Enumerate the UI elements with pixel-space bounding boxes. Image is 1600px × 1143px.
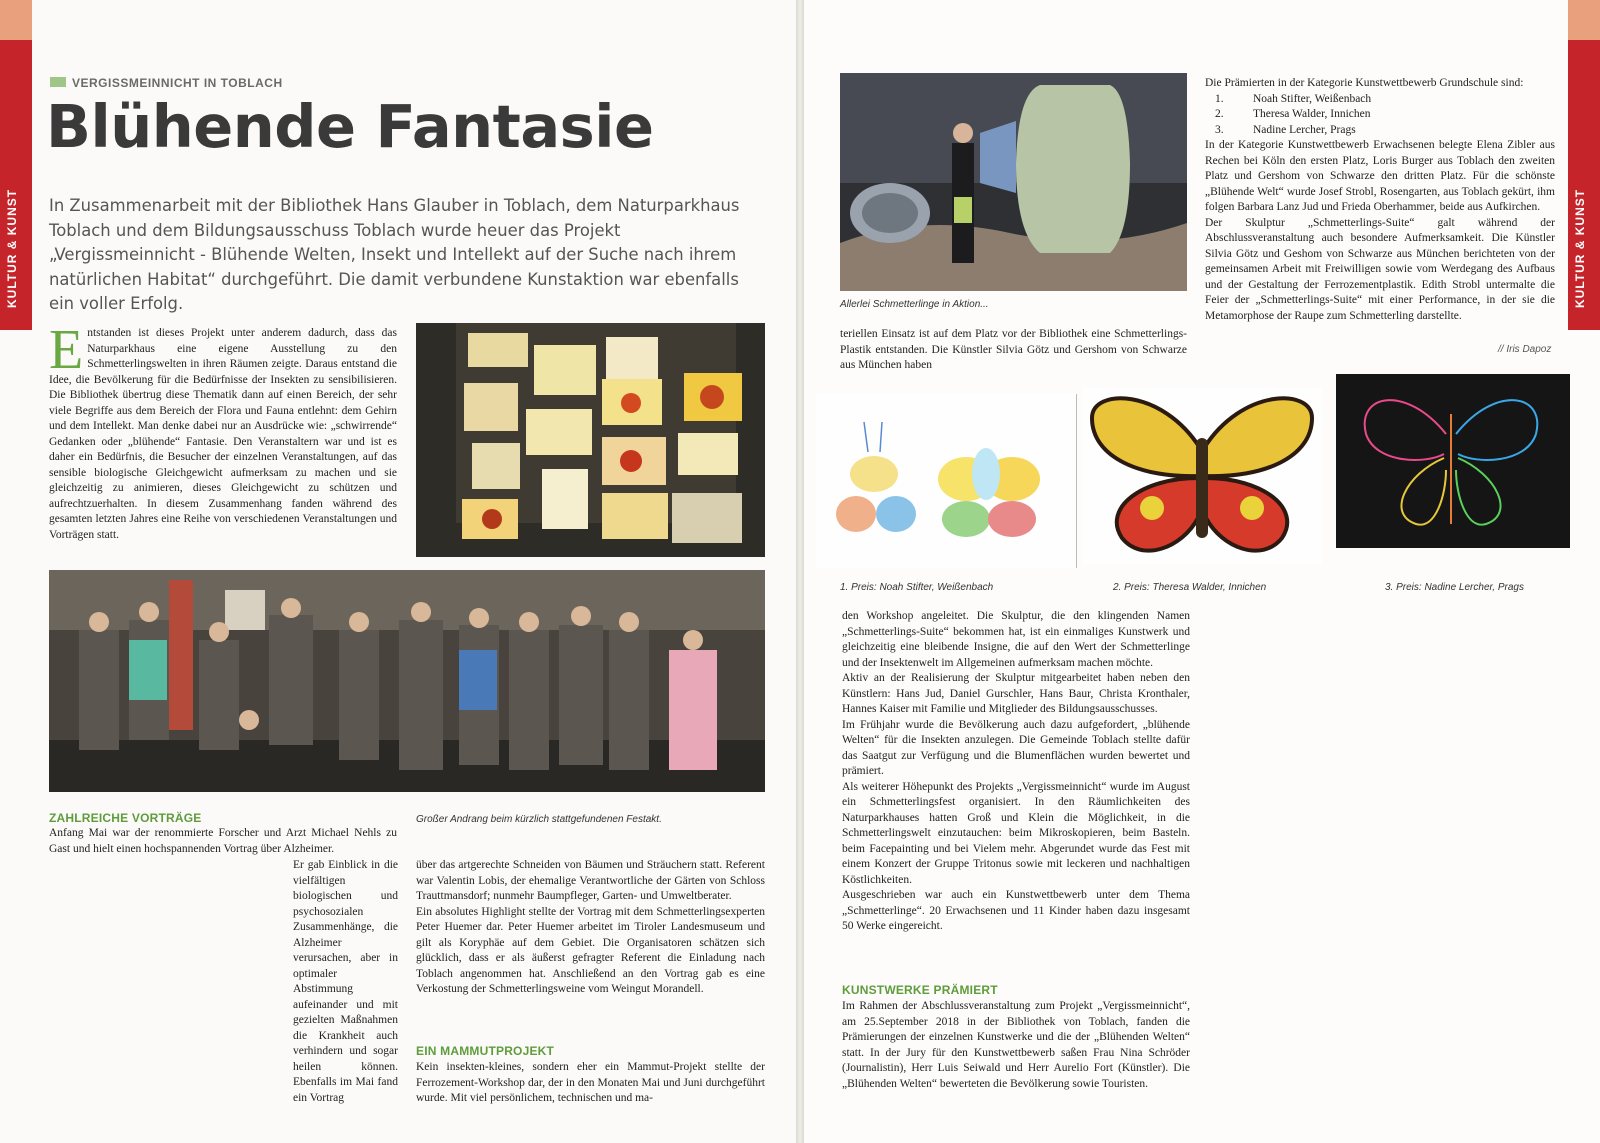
winners-column — [1205, 76, 1555, 324]
intro-column — [49, 319, 397, 543]
section-tab-right — [1568, 0, 1600, 330]
article-title: Blühende Fantasie — [46, 92, 654, 161]
author-credit: // Iris Dapoz — [1498, 344, 1552, 355]
drawing-first-prize — [816, 394, 1077, 568]
prize-caption-1: 1. Preis: Noah Stifter, Weißenbach — [840, 582, 994, 593]
exhibition-photo — [416, 323, 765, 557]
lectures-intro-text: Anfang Mai war der renommierte Forscher und Arzt Michael Nehls zu Gast und hielt einen hochspannenden Vortrag über Alzheimer. — [49, 827, 397, 855]
page-spine — [796, 0, 804, 1143]
kicker-square-icon — [50, 77, 66, 87]
middle-column — [416, 858, 765, 998]
narrow-column-text: Er gab Einblick in die vielfältigen biologischen und psychosozialen Zusammenhänge, die Alzheimer verursachen, aber in optimaler Abstimmung aufeinander und mit gezielten Maßnahmen die Krankheit auch verhindern und sogar heilen können. Ebenfalls im Mai fand ein Vortrag — [293, 859, 398, 1104]
lower-paragraph: Aktiv an der Realisierung der Skulptur mitgearbeitet haben neben den Künstlern: Hans Jud, Daniel Gurschler, Hans Baur, Christa Kronthaler, Hannes Kaiser mit Familie und Mitglieder des Bildungsausschusses. — [842, 672, 1190, 715]
intro-text: ntstanden ist dieses Projekt unter anderem dadurch, dass das Naturparkhaus eine eigene Ausstellung zu den Schmetterlingswelten in ihren Räumen zeigte. Daraus entstand die Idee, die Bevölkerung für die Bedürfnisse der Insekten zu sensibilisieren. Die Bibliothek übertrug diese Thematik dann auf einen Bereich, der sehr viele Begriffe aus dem Bereich der Flora und Fauna entlehnt: dem Gehirn und dem Intellekt. Man denke dabei nur an Ausdrücke wie: „schwirrende“ Gedanken oder „blühende“ Fantasie. Den Veranstaltern war und ist es daher ein Bedürfnis, die Besucher der einzelnen Veranstaltungen, auf das sensible biologische Gleichgewicht aufmerksam zu machen und sie gleichzeitig zu animieren, dieses Gleichgewicht zu schützen und aufrechtzuerhalten. In diesem Zusammenhang fanden während des gesamten letzten Jahres eine Reihe von verschiedenen Veranstaltungen und Vorträgen statt. — [49, 327, 397, 541]
drawing-third-prize — [1336, 374, 1570, 548]
kicker-text: VERGISSMEINNICHT IN TOBLACH — [72, 76, 283, 90]
lower-paragraph: den Workshop angeleitet. Die Skulptur, die den klingenden Namen „Schmetterlings-Suite“ bekommen hat, ist ein einmaliges Kunstwerk und gleichzeitig eine bleibende Insigne, die auf den Wert der Schmetterlinge und der Insektenwelt im Allgemeinen aufmerksam machen möchte. — [842, 610, 1190, 669]
section-kicker — [50, 76, 283, 90]
lower-paragraph: Als weiterer Höhepunkt des Projekts „Vergissmeinnicht“ wurde im August ein Schmetterlingsfest organisiert. In den Räumlichkeiten des Naturparkhauses hatten Groß und Klein die Möglichkeit, in die Schmetterlingswelt einzutauchen: beim Mikroskopieren, beim Basteln. beim Facepainting und bei Vielem mehr. Abgerundet wurde das Fest mit einem Konzert der Gruppe Tritonus sowie mit leckeren und nachhaltigen Köstlichkeiten. — [842, 780, 1190, 886]
drawing-second-prize — [1082, 388, 1322, 564]
section-tab-label: KULTUR & KUNST — [1573, 188, 1587, 308]
crowd-photo-caption: Großer Andrang beim kürzlich stattgefundenen Festakt. — [416, 814, 662, 825]
sculpture-photo — [840, 73, 1187, 291]
winners-list — [1205, 92, 1555, 139]
adult-category-paragraph: In der Kategorie Kunstwettbewerb Erwachsenen belegte Elena Zibler aus Rechen bei Köln den ersten Platz, Loris Burger aus Toblach den zweiten Platz und Gershom von Schwarze den dritten Platz. Für die schönste „Blühende Welt“ wurde Josef Strobl, Rosengarten, aus Toblach gekürt, ihm folgen Barbara Lanz Jud und Frieda Oberhammer, beide aus Aufkirchen. — [1205, 139, 1555, 213]
middle-paragraph: Ein absolutes Highlight stellte der Vortrag mit dem Schmetterlingsexperten Peter Huemer dar. Peter Huemer arbeitet im Tiroler Landesmuseum und gilt als Koryphäe auf dem Gebiet. Die Organisatoren schätzen sich glücklich, dass er als äußerst gefragter Referent die Einladung nach Toblach angenommen hat. Anschließend an den Vortrag gab es eine Verkostung der Schmetterlingsweine vom Weingut Morandell. — [416, 905, 765, 995]
prize-caption-3: 3. Preis: Nadine Lercher, Prags — [1385, 582, 1524, 593]
festival-crowd-photo — [49, 570, 765, 792]
sculpture-paragraph: Der Skulptur „Schmetterlings-Suite“ galt während der Abschlussveranstaltung auch besondere Aufmerksamkeit. Die Künstler Silvia Götz und Geshom von Schwarze aus München berichteten von der gemeinsamen Arbeit mit Freiwilligen sowie vom Werdegang des Aufbaus und der Gestaltung der Ferrozementplastik. Edith Strobl untermalte die Feier der „Schmetterlings-Suite“ mit einer Performance, in der sie die Metamorphose der Raupe zum Schmetterling darstellte. — [1205, 216, 1555, 322]
winners-intro: Die Prämierten in der Kategorie Kunstwettbewerb Grundschule sind: — [1205, 77, 1524, 89]
winner-item: 1. Noah Stifter, Weißenbach — [1215, 92, 1372, 105]
drop-cap: E — [49, 319, 84, 381]
lower-paragraph: Im Frühjahr wurde die Bevölkerung auch dazu aufgefordert, „blühende Welten“ für die Insekten anzulegen. Die Gemeinde Toblach stellte dafür das Saatgut zur Verfügung und die Blumenflächen wurden bewertet und prämiert. — [842, 718, 1190, 777]
section-tab-label: KULTUR & KUNST — [5, 188, 19, 308]
lower-paragraph: Ausgeschrieben war auch ein Kunstwettbewerb unter dem Thema „Schmetterlinge“. 20 Erwachsenen und 11 Kinder haben dazu insgesamt 50 Werke eingereicht. — [842, 889, 1190, 932]
subheading-mammoth-project: EIN MAMMUTPROJEKT — [416, 1044, 555, 1058]
tab-corner-decor — [0, 0, 32, 40]
sculpture-text: teriellen Einsatz ist auf dem Platz vor der Bibliothek eine Schmetterlings-Plastik entstanden. Die Künstler Silvia Götz und Gershom von Schwarze aus München haben — [840, 328, 1187, 371]
tab-corner-decor — [1568, 0, 1600, 40]
prize-caption-2: 2. Preis: Theresa Walder, Innichen — [1113, 582, 1267, 593]
winner-item: 3. Nadine Lercher, Prags — [1215, 123, 1356, 136]
article-lead: In Zusammenarbeit mit der Bibliothek Hans Glauber in Toblach, dem Naturparkhaus Toblach und dem Bildungsausschuss Toblach wurde heuer das Projekt „Vergissmeinnicht - Blühende Welten, Insekt und Intellekt auf der Suche nach ihrem natürlichen Habitat“ durchgeführt. Die damit verbundene Kunstaktion war ebenfalls ein voller Erfolg. — [49, 196, 740, 314]
section-tab-left — [0, 0, 32, 330]
subheading-lectures: ZAHLREICHE VORTRÄGE — [49, 811, 202, 825]
middle-paragraph: über das artgerechte Schneiden von Bäumen und Sträuchern statt. Referent war Valentin Lobis, der ehemalige Verantwortliche der Gärten von Schloss Trauttmansdorf; nunmehr Baumpfleger, Garten- und Umweltberater. — [416, 859, 765, 902]
sculpture-photo-caption: Allerlei Schmetterlinge in Aktion... — [840, 299, 989, 310]
mammoth-project-text: Kein insekten-kleines, sondern eher ein Mammut-Projekt stellte der Ferrozement-Workshop dar, der in den Monaten Mai und Juni durchgeführt wurde. Mit viel persönlichem, technischen und ma- — [416, 1061, 765, 1104]
winner-item: 2. Theresa Walder, Innichen — [1215, 108, 1371, 120]
artworks-awarded-text: Im Rahmen der Abschlussveranstaltung zum Projekt „Vergissmeinnicht“, am 25.September 2018 in der Bibliothek von Toblach, fanden die Prämierungen der einzelnen Kunstwerke und die der „Blühenden Welten“ statt. In der Jury für den Kunstwettbewerb saßen Frau Nina Schröder (Journalistin), Herr Luis Seiwald und Herr Aurelio Fort (Künstler). Die „Blühenden Welten“ bewerteten die Bevölkerung sowie Touristen. — [842, 1000, 1190, 1090]
subheading-artworks-awarded: KUNSTWERKE PRÄMIERT — [842, 983, 998, 997]
lower-right-column — [842, 609, 1190, 935]
